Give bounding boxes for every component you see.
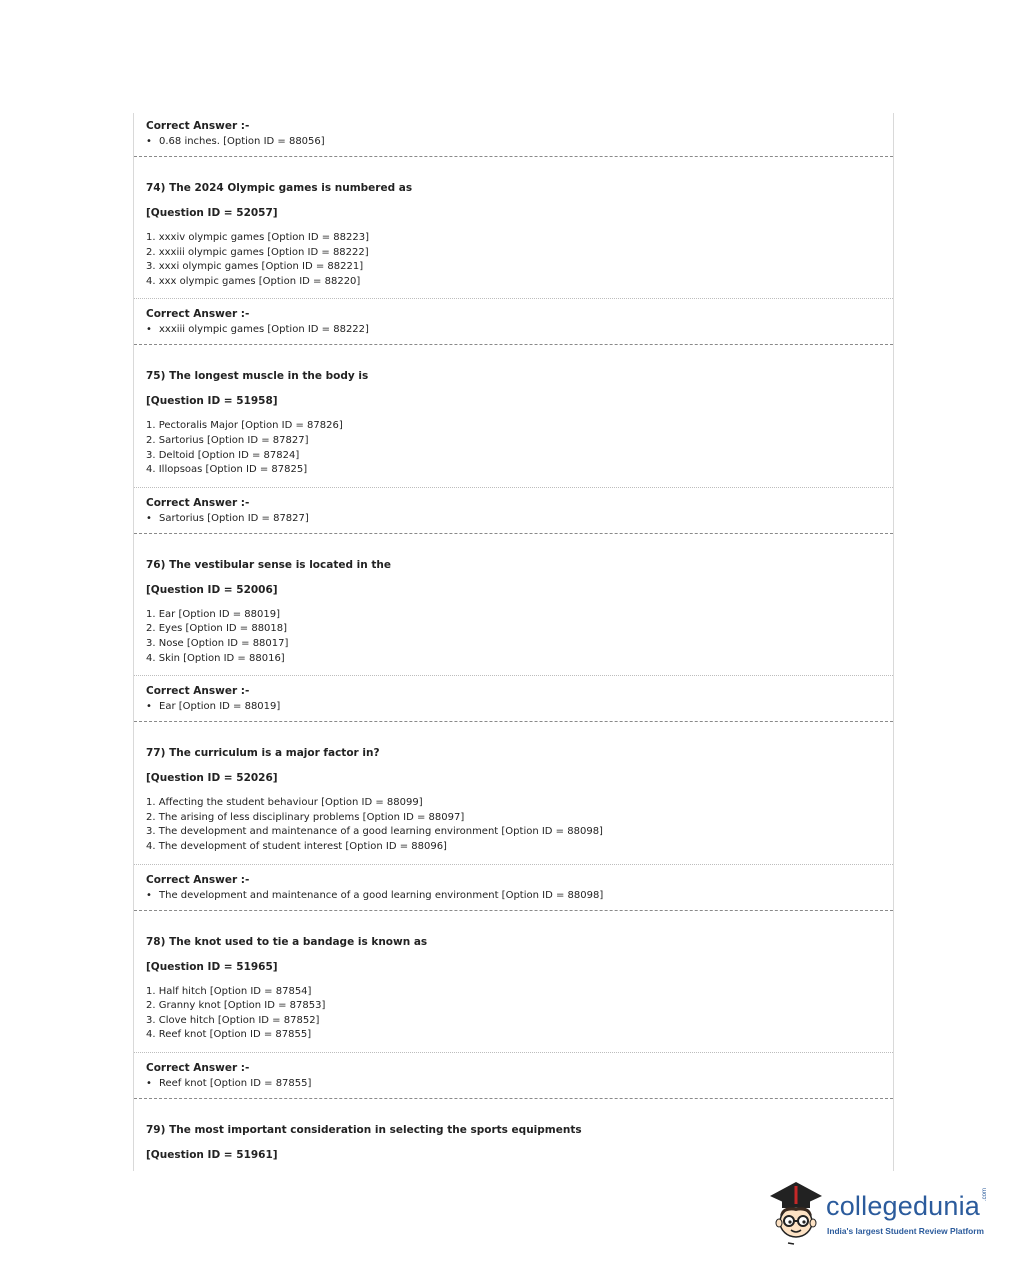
option-item: 3. Nose [Option ID = 88017] — [146, 637, 289, 649]
correct-answer-73 — [134, 113, 893, 156]
correct-answer-text: Sartorius [Option ID = 87827] — [159, 512, 309, 524]
bullet-icon: • — [146, 1077, 152, 1089]
question-78 — [134, 911, 893, 1098]
options-list — [146, 231, 881, 289]
option-item: 1. Affecting the student behaviour [Option ID = 88099] — [146, 797, 423, 809]
question-77 — [134, 722, 893, 909]
correct-answer-item — [146, 134, 881, 150]
correct-answer-item — [146, 511, 881, 527]
option-item: 4. The development of student interest [Option ID = 88096] — [146, 840, 447, 852]
option-item: 3. Clove hitch [Option ID = 87852] — [146, 1014, 320, 1026]
option-item: 3. xxxi olympic games [Option ID = 88221] — [146, 261, 364, 273]
correct-answer — [134, 299, 893, 344]
question-text: 77) The curriculum is a major factor in? — [146, 747, 380, 760]
correct-answer — [134, 1053, 893, 1098]
correct-answer — [134, 676, 893, 721]
question-text: 79) The most important consideration in selecting the sports equipments — [146, 1123, 582, 1136]
correct-answer-label: Correct Answer :- — [146, 873, 250, 886]
correct-answer-item — [146, 888, 881, 904]
question-id: [Question ID = 52006] — [146, 583, 278, 596]
correct-answer-label: Correct Answer :- — [146, 685, 250, 698]
question-text: 78) The knot used to tie a bandage is known as — [146, 935, 428, 948]
logo-wordmark: collegedunia — [826, 1191, 981, 1221]
correct-answer-label: Correct Answer :- — [146, 308, 250, 321]
option-item: 2. xxxiii olympic games [Option ID = 88222] — [146, 246, 369, 258]
option-item: 1. Half hitch [Option ID = 87854] — [146, 985, 312, 997]
question-75 — [134, 345, 893, 532]
option-item: 1. Ear [Option ID = 88019] — [146, 608, 281, 620]
options-list — [146, 796, 881, 854]
question-79 — [134, 1099, 893, 1171]
option-item: 4. Reef knot [Option ID = 87855] — [146, 1029, 312, 1041]
options-list — [146, 419, 881, 477]
bullet-icon: • — [146, 136, 152, 147]
correct-answer-text: The development and maintenance of a good learning environment [Option ID = 88098] — [159, 889, 604, 901]
collegedunia-logo — [766, 1178, 996, 1248]
question-text: 74) The 2024 Olympic games is numbered as — [146, 182, 413, 194]
option-item: 4. Skin [Option ID = 88016] — [146, 652, 285, 664]
logo-tagline: India's largest Student Review Platform — [827, 1226, 984, 1236]
option-item: 3. The development and maintenance of a good learning environment [Option ID = 88098] — [146, 826, 603, 838]
bullet-icon: • — [146, 701, 152, 713]
option-item: 2. Sartorius [Option ID = 87827] — [146, 434, 309, 446]
correct-answer-item — [146, 699, 881, 715]
option-item: 2. The arising of less disciplinary problems [Option ID = 88097] — [146, 811, 465, 823]
question-text: 76) The vestibular sense is located in the — [146, 558, 391, 571]
option-item: 1. xxxiv olympic games [Option ID = 88223] — [146, 232, 370, 243]
correct-answer-text: Ear [Option ID = 88019] — [159, 701, 281, 713]
question-text: 75) The longest muscle in the body is — [146, 370, 369, 383]
correct-answer-item — [146, 322, 881, 338]
question-id: [Question ID = 51965] — [146, 960, 278, 973]
correct-answer-text: xxxiii olympic games [Option ID = 88222] — [159, 324, 369, 336]
option-item: 2. Granny knot [Option ID = 87853] — [146, 1000, 326, 1012]
correct-answer — [134, 865, 893, 910]
bullet-icon: • — [146, 324, 152, 336]
option-item: 4. Illopsoas [Option ID = 87825] — [146, 464, 308, 476]
options-list — [146, 985, 881, 1043]
correct-answer-label: Correct Answer :- — [146, 496, 250, 509]
correct-answer — [134, 488, 893, 533]
option-item: 1. Pectoralis Major [Option ID = 87826] — [146, 420, 343, 432]
logo-domain-suffix: .com — [982, 1187, 988, 1201]
option-item: 3. Deltoid [Option ID = 87824] — [146, 449, 300, 461]
graduate-mascot-icon — [766, 1178, 824, 1246]
option-item: 4. xxx olympic games [Option ID = 88220] — [146, 275, 361, 287]
options-list — [146, 608, 881, 666]
question-id: [Question ID = 51958] — [146, 395, 278, 408]
question-76 — [134, 534, 893, 721]
question-id: [Question ID = 52057] — [146, 207, 278, 219]
correct-answer-text: 0.68 inches. [Option ID = 88056] — [159, 136, 325, 147]
correct-answer-text: Reef knot [Option ID = 87855] — [159, 1077, 312, 1089]
option-item: 2. Eyes [Option ID = 88018] — [146, 623, 288, 635]
question-id: [Question ID = 52026] — [146, 772, 278, 785]
correct-answer-label: Correct Answer :- — [146, 1061, 250, 1074]
question-id: [Question ID = 51961] — [146, 1148, 278, 1161]
question-paper-sheet — [133, 113, 894, 1171]
correct-answer-item — [146, 1076, 881, 1092]
bullet-icon: • — [146, 889, 152, 901]
correct-answer-label: Correct Answer :- — [146, 120, 250, 132]
question-74 — [134, 157, 893, 344]
bullet-icon: • — [146, 512, 152, 524]
